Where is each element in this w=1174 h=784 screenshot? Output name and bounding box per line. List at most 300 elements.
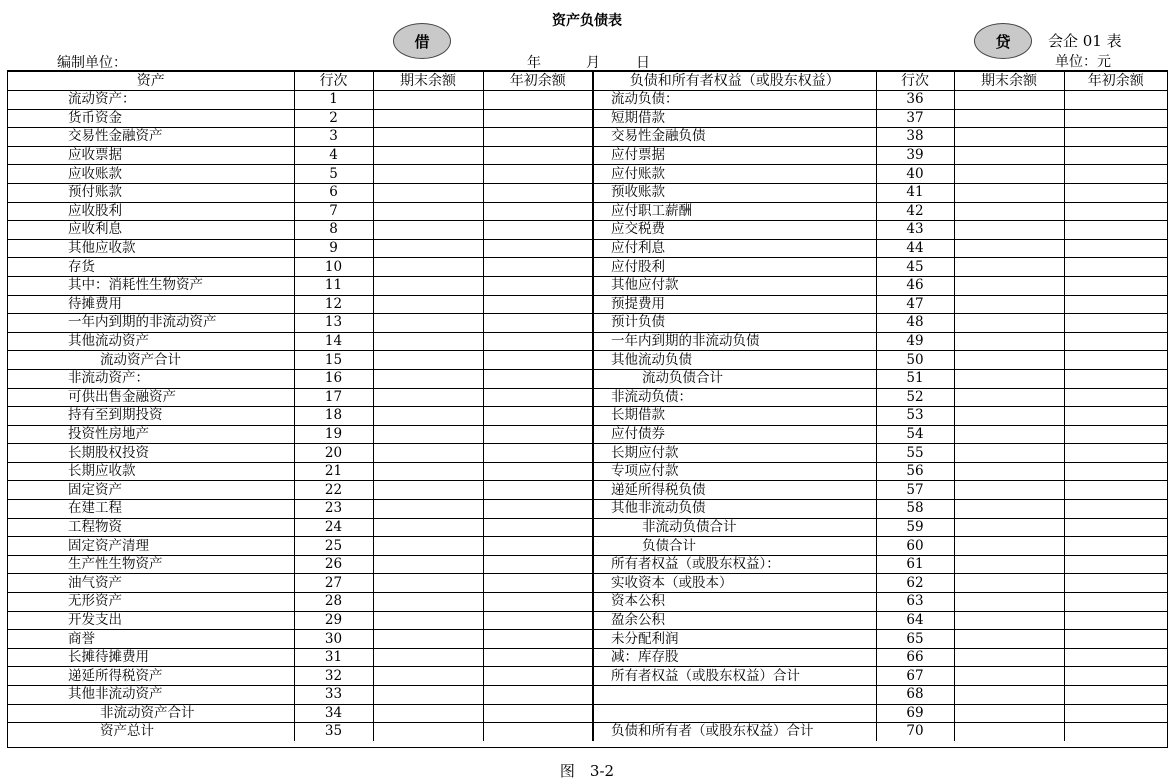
table-row (8, 314, 1167, 333)
table-row (8, 574, 1167, 593)
asset-beginning-balance[interactable] (483, 276, 593, 295)
asset-line-no: 30 (294, 630, 373, 649)
liability-ending-balance[interactable] (954, 407, 1064, 426)
asset-ending-balance[interactable] (373, 407, 483, 426)
liability-ending-balance[interactable] (954, 202, 1064, 221)
table-row (8, 648, 1167, 667)
liability-beginning-balance[interactable] (1064, 723, 1167, 741)
liability-item: 递延所得税负债 (593, 481, 876, 500)
asset-line-no: 34 (294, 704, 373, 723)
balance-sheet (7, 70, 1168, 748)
liability-beginning-balance[interactable] (1064, 388, 1167, 407)
liability-item: 应付票据 (593, 146, 876, 165)
asset-item: 待摊费用 (8, 295, 294, 314)
liability-ending-balance[interactable] (954, 630, 1064, 649)
table-row (8, 444, 1167, 463)
asset-ending-balance[interactable] (373, 555, 483, 574)
asset-line-no: 23 (294, 500, 373, 519)
table-row (8, 258, 1167, 277)
liability-beginning-balance[interactable] (1064, 369, 1167, 388)
table-row (8, 462, 1167, 481)
asset-beginning-balance[interactable] (483, 481, 593, 500)
year-label: 年 (527, 55, 541, 71)
asset-ending-balance[interactable] (373, 332, 483, 351)
asset-ending-balance[interactable] (373, 221, 483, 240)
asset-beginning-balance[interactable] (483, 109, 593, 128)
asset-ending-balance[interactable] (373, 462, 483, 481)
asset-beginning-balance[interactable] (483, 630, 593, 649)
liability-line-no: 64 (876, 611, 954, 630)
asset-beginning-balance[interactable] (483, 165, 593, 184)
liability-beginning-balance[interactable] (1064, 630, 1167, 649)
table-row (8, 183, 1167, 202)
asset-beginning-balance[interactable] (483, 202, 593, 221)
asset-item: 商誉 (8, 630, 294, 649)
liability-beginning-balance[interactable] (1064, 425, 1167, 444)
asset-beginning-balance[interactable] (483, 425, 593, 444)
asset-line-no: 27 (294, 574, 373, 593)
liability-line-no: 63 (876, 593, 954, 612)
asset-line-no: 14 (294, 332, 373, 351)
asset-ending-balance[interactable] (373, 109, 483, 128)
liability-item: 长期应付款 (593, 444, 876, 463)
asset-ending-balance[interactable] (373, 388, 483, 407)
asset-beginning-balance[interactable] (483, 351, 593, 370)
liability-ending-balance[interactable] (954, 258, 1064, 277)
liability-item: 其他非流动负债 (593, 500, 876, 519)
credit-stamp (974, 23, 1032, 59)
asset-ending-balance[interactable] (373, 723, 483, 741)
liability-line-no: 59 (876, 518, 954, 537)
liability-beginning-balance[interactable] (1064, 555, 1167, 574)
asset-item: 在建工程 (8, 500, 294, 519)
asset-item: 长摊待摊费用 (8, 648, 294, 667)
col-header-beginning: 年初余额 (483, 72, 593, 91)
liability-item: 预计负债 (593, 314, 876, 333)
asset-ending-balance[interactable] (373, 611, 483, 630)
asset-beginning-balance[interactable] (483, 407, 593, 426)
liability-beginning-balance[interactable] (1064, 91, 1167, 110)
form-code: 会企 01 表 (1048, 32, 1122, 50)
table-row (8, 481, 1167, 500)
asset-beginning-balance[interactable] (483, 574, 593, 593)
asset-beginning-balance[interactable] (483, 314, 593, 333)
asset-ending-balance[interactable] (373, 667, 483, 686)
asset-line-no: 5 (294, 165, 373, 184)
liability-beginning-balance[interactable] (1064, 574, 1167, 593)
liability-item: 应付利息 (593, 239, 876, 258)
liability-beginning-balance[interactable] (1064, 295, 1167, 314)
asset-ending-balance[interactable] (373, 648, 483, 667)
table-row (8, 351, 1167, 370)
asset-ending-balance[interactable] (373, 500, 483, 519)
liability-item: 盈余公积 (593, 611, 876, 630)
table-row (8, 723, 1167, 741)
asset-beginning-balance[interactable] (483, 258, 593, 277)
table-row (8, 630, 1167, 649)
asset-line-no: 15 (294, 351, 373, 370)
asset-line-no: 25 (294, 537, 373, 556)
liability-line-no: 65 (876, 630, 954, 649)
liability-item: 所有者权益（或股东权益）： (593, 555, 876, 574)
liability-ending-balance[interactable] (954, 481, 1064, 500)
table-row (8, 667, 1167, 686)
liability-line-no: 48 (876, 314, 954, 333)
liability-beginning-balance[interactable] (1064, 407, 1167, 426)
asset-line-no: 3 (294, 128, 373, 147)
liability-item: 流动负债合计 (593, 369, 876, 388)
asset-ending-balance[interactable] (373, 314, 483, 333)
col-header-assets: 资产 (8, 72, 294, 91)
asset-line-no: 12 (294, 295, 373, 314)
liability-item: 长期借款 (593, 407, 876, 426)
asset-line-no: 19 (294, 425, 373, 444)
liability-item: 其他流动负债 (593, 351, 876, 370)
asset-ending-balance[interactable] (373, 146, 483, 165)
liability-line-no: 66 (876, 648, 954, 667)
asset-ending-balance[interactable] (373, 630, 483, 649)
asset-ending-balance[interactable] (373, 574, 483, 593)
debit-stamp (393, 23, 451, 59)
asset-line-no: 28 (294, 593, 373, 612)
asset-ending-balance[interactable] (373, 425, 483, 444)
asset-ending-balance[interactable] (373, 369, 483, 388)
col-header-ending-right: 期末余额 (954, 72, 1064, 91)
table-row (8, 128, 1167, 147)
liability-beginning-balance[interactable] (1064, 444, 1167, 463)
liability-line-no: 45 (876, 258, 954, 277)
liability-line-no: 60 (876, 537, 954, 556)
asset-beginning-balance[interactable] (483, 611, 593, 630)
asset-line-no: 16 (294, 369, 373, 388)
asset-item: 非流动资产合计 (8, 704, 294, 723)
asset-item: 流动资产： (8, 91, 294, 110)
liability-beginning-balance[interactable] (1064, 648, 1167, 667)
liability-ending-balance[interactable] (954, 686, 1064, 705)
liability-beginning-balance[interactable] (1064, 332, 1167, 351)
asset-item: 应收股利 (8, 202, 294, 221)
liability-line-no: 40 (876, 165, 954, 184)
liability-beginning-balance[interactable] (1064, 593, 1167, 612)
asset-beginning-balance[interactable] (483, 221, 593, 240)
liability-item: 短期借款 (593, 109, 876, 128)
asset-item: 一年内到期的非流动资产 (8, 314, 294, 333)
asset-beginning-balance[interactable] (483, 723, 593, 741)
liability-line-no: 50 (876, 351, 954, 370)
table-row (8, 369, 1167, 388)
asset-ending-balance[interactable] (373, 91, 483, 110)
asset-item: 资产总计 (8, 723, 294, 741)
asset-beginning-balance[interactable] (483, 369, 593, 388)
unit-label: 单位：元 (1055, 54, 1111, 70)
liability-item: 非流动负债： (593, 388, 876, 407)
liability-item: 流动负债： (593, 91, 876, 110)
asset-item: 油气资产 (8, 574, 294, 593)
asset-line-no: 32 (294, 667, 373, 686)
table-row (8, 537, 1167, 556)
asset-ending-balance[interactable] (373, 276, 483, 295)
liability-beginning-balance[interactable] (1064, 276, 1167, 295)
asset-item: 长期股权投资 (8, 444, 294, 463)
figure-caption: 图 3-2 (559, 762, 615, 780)
liability-line-no: 47 (876, 295, 954, 314)
asset-beginning-balance[interactable] (483, 128, 593, 147)
liability-line-no: 69 (876, 704, 954, 723)
liability-item: 减：库存股 (593, 648, 876, 667)
asset-item: 生产性生物资产 (8, 555, 294, 574)
asset-ending-balance[interactable] (373, 351, 483, 370)
asset-item: 应收账款 (8, 165, 294, 184)
asset-beginning-balance[interactable] (483, 667, 593, 686)
asset-item: 应收票据 (8, 146, 294, 165)
liability-beginning-balance[interactable] (1064, 183, 1167, 202)
liability-beginning-balance[interactable] (1064, 165, 1167, 184)
liability-line-no: 39 (876, 146, 954, 165)
asset-beginning-balance[interactable] (483, 388, 593, 407)
asset-beginning-balance[interactable] (483, 518, 593, 537)
liability-beginning-balance[interactable] (1064, 500, 1167, 519)
asset-line-no: 18 (294, 407, 373, 426)
table-row (8, 109, 1167, 128)
table-row (8, 686, 1167, 705)
liability-ending-balance[interactable] (954, 295, 1064, 314)
liability-item: 应付账款 (593, 165, 876, 184)
asset-ending-balance[interactable] (373, 165, 483, 184)
table-row (8, 146, 1167, 165)
asset-item: 可供出售金融资产 (8, 388, 294, 407)
liability-line-no: 51 (876, 369, 954, 388)
asset-beginning-balance[interactable] (483, 239, 593, 258)
credit-stamp-label: 贷 (995, 32, 1011, 51)
liability-ending-balance[interactable] (954, 128, 1064, 147)
liability-beginning-balance[interactable] (1064, 221, 1167, 240)
liability-ending-balance[interactable] (954, 221, 1064, 240)
table-row (8, 518, 1167, 537)
liability-item: 一年内到期的非流动负债 (593, 332, 876, 351)
asset-line-no: 13 (294, 314, 373, 333)
asset-beginning-balance[interactable] (483, 462, 593, 481)
asset-item: 其他应收款 (8, 239, 294, 258)
liability-ending-balance[interactable] (954, 518, 1064, 537)
asset-line-no: 11 (294, 276, 373, 295)
table-row (8, 611, 1167, 630)
sheet-title: 资产负债表 (552, 13, 622, 29)
liability-beginning-balance[interactable] (1064, 704, 1167, 723)
table-row (8, 202, 1167, 221)
liability-item (593, 704, 876, 723)
liability-ending-balance[interactable] (954, 462, 1064, 481)
asset-line-no: 4 (294, 146, 373, 165)
liability-beginning-balance[interactable] (1064, 146, 1167, 165)
asset-item: 开发支出 (8, 611, 294, 630)
asset-line-no: 31 (294, 648, 373, 667)
liability-ending-balance[interactable] (954, 500, 1064, 519)
liability-ending-balance[interactable] (954, 239, 1064, 258)
liability-ending-balance[interactable] (954, 332, 1064, 351)
asset-item: 非流动资产： (8, 369, 294, 388)
liability-ending-balance[interactable] (954, 555, 1064, 574)
table-row (8, 407, 1167, 426)
liability-ending-balance[interactable] (954, 351, 1064, 370)
liability-ending-balance[interactable] (954, 611, 1064, 630)
month-label: 月 (586, 55, 600, 71)
liability-line-no: 62 (876, 574, 954, 593)
liability-ending-balance[interactable] (954, 91, 1064, 110)
asset-beginning-balance[interactable] (483, 91, 593, 110)
asset-ending-balance[interactable] (373, 239, 483, 258)
table-row (8, 388, 1167, 407)
asset-item: 其他非流动资产 (8, 686, 294, 705)
col-header-ending: 期末余额 (373, 72, 483, 91)
liability-ending-balance[interactable] (954, 574, 1064, 593)
asset-item: 长期应收款 (8, 462, 294, 481)
asset-ending-balance[interactable] (373, 128, 483, 147)
liability-item: 应付股利 (593, 258, 876, 277)
liability-beginning-balance[interactable] (1064, 128, 1167, 147)
liability-line-no: 54 (876, 425, 954, 444)
asset-beginning-balance[interactable] (483, 686, 593, 705)
asset-beginning-balance[interactable] (483, 183, 593, 202)
liability-line-no: 53 (876, 407, 954, 426)
table-row (8, 425, 1167, 444)
liability-beginning-balance[interactable] (1064, 351, 1167, 370)
liability-line-no: 37 (876, 109, 954, 128)
asset-line-no: 7 (294, 202, 373, 221)
liability-item: 未分配利润 (593, 630, 876, 649)
liability-line-no: 70 (876, 723, 954, 741)
asset-line-no: 24 (294, 518, 373, 537)
liability-ending-balance[interactable] (954, 723, 1064, 741)
liability-beginning-balance[interactable] (1064, 239, 1167, 258)
liability-line-no: 42 (876, 202, 954, 221)
liability-ending-balance[interactable] (954, 537, 1064, 556)
liability-ending-balance[interactable] (954, 369, 1064, 388)
liability-beginning-balance[interactable] (1064, 258, 1167, 277)
liability-beginning-balance[interactable] (1064, 611, 1167, 630)
liability-ending-balance[interactable] (954, 276, 1064, 295)
asset-beginning-balance[interactable] (483, 648, 593, 667)
asset-line-no: 21 (294, 462, 373, 481)
asset-beginning-balance[interactable] (483, 704, 593, 723)
liability-ending-balance[interactable] (954, 388, 1064, 407)
asset-beginning-balance[interactable] (483, 332, 593, 351)
liability-line-no: 46 (876, 276, 954, 295)
liability-line-no: 57 (876, 481, 954, 500)
maker-label: 编制单位： (57, 55, 127, 71)
asset-ending-balance[interactable] (373, 704, 483, 723)
asset-ending-balance[interactable] (373, 593, 483, 612)
liability-ending-balance[interactable] (954, 648, 1064, 667)
asset-item: 流动资产合计 (8, 351, 294, 370)
liability-ending-balance[interactable] (954, 314, 1064, 333)
liability-item: 预收账款 (593, 183, 876, 202)
asset-beginning-balance[interactable] (483, 146, 593, 165)
liability-line-no: 52 (876, 388, 954, 407)
asset-item: 交易性金融资产 (8, 128, 294, 147)
asset-beginning-balance[interactable] (483, 555, 593, 574)
liability-beginning-balance[interactable] (1064, 686, 1167, 705)
liability-beginning-balance[interactable] (1064, 537, 1167, 556)
asset-line-no: 26 (294, 555, 373, 574)
asset-line-no: 1 (294, 91, 373, 110)
liability-beginning-balance[interactable] (1064, 462, 1167, 481)
asset-ending-balance[interactable] (373, 202, 483, 221)
asset-beginning-balance[interactable] (483, 295, 593, 314)
liability-ending-balance[interactable] (954, 667, 1064, 686)
liability-line-no: 67 (876, 667, 954, 686)
asset-ending-balance[interactable] (373, 295, 483, 314)
asset-item: 其他流动资产 (8, 332, 294, 351)
liability-ending-balance[interactable] (954, 146, 1064, 165)
liability-ending-balance[interactable] (954, 593, 1064, 612)
liability-beginning-balance[interactable] (1064, 481, 1167, 500)
liability-beginning-balance[interactable] (1064, 202, 1167, 221)
header-row (8, 72, 1167, 91)
asset-item: 固定资产清理 (8, 537, 294, 556)
liability-ending-balance[interactable] (954, 109, 1064, 128)
liability-item: 实收资本（或股本） (593, 574, 876, 593)
liability-ending-balance[interactable] (954, 704, 1064, 723)
table-row (8, 500, 1167, 519)
asset-beginning-balance[interactable] (483, 500, 593, 519)
asset-ending-balance[interactable] (373, 444, 483, 463)
asset-beginning-balance[interactable] (483, 444, 593, 463)
table-row (8, 165, 1167, 184)
liability-item: 所有者权益（或股东权益）合计 (593, 667, 876, 686)
day-label: 日 (636, 55, 650, 71)
liability-line-no: 58 (876, 500, 954, 519)
asset-item: 其中：消耗性生物资产 (8, 276, 294, 295)
liability-item: 专项应付款 (593, 462, 876, 481)
asset-line-no: 33 (294, 686, 373, 705)
asset-line-no: 29 (294, 611, 373, 630)
liability-item: 负债和所有者（或股东权益）合计 (593, 723, 876, 741)
liability-beginning-balance[interactable] (1064, 518, 1167, 537)
liability-ending-balance[interactable] (954, 444, 1064, 463)
asset-ending-balance[interactable] (373, 518, 483, 537)
balance-sheet-table (8, 72, 1167, 741)
liability-line-no: 68 (876, 686, 954, 705)
asset-beginning-balance[interactable] (483, 593, 593, 612)
liability-beginning-balance[interactable] (1064, 667, 1167, 686)
liability-line-no: 41 (876, 183, 954, 202)
liability-item: 应付职工薪酬 (593, 202, 876, 221)
liability-beginning-balance[interactable] (1064, 109, 1167, 128)
table-row (8, 555, 1167, 574)
table-row (8, 593, 1167, 612)
liability-line-no: 56 (876, 462, 954, 481)
asset-line-no: 2 (294, 109, 373, 128)
liability-ending-balance[interactable] (954, 425, 1064, 444)
liability-item: 交易性金融负债 (593, 128, 876, 147)
liability-beginning-balance[interactable] (1064, 314, 1167, 333)
liability-ending-balance[interactable] (954, 165, 1064, 184)
asset-beginning-balance[interactable] (483, 537, 593, 556)
liability-line-no: 55 (876, 444, 954, 463)
asset-ending-balance[interactable] (373, 537, 483, 556)
liability-item: 应交税费 (593, 221, 876, 240)
asset-ending-balance[interactable] (373, 258, 483, 277)
asset-item: 应收利息 (8, 221, 294, 240)
col-header-line: 行次 (294, 72, 373, 91)
liability-ending-balance[interactable] (954, 183, 1064, 202)
asset-ending-balance[interactable] (373, 686, 483, 705)
asset-ending-balance[interactable] (373, 481, 483, 500)
liability-item: 预提费用 (593, 295, 876, 314)
asset-ending-balance[interactable] (373, 183, 483, 202)
table-row (8, 221, 1167, 240)
asset-item: 无形资产 (8, 593, 294, 612)
